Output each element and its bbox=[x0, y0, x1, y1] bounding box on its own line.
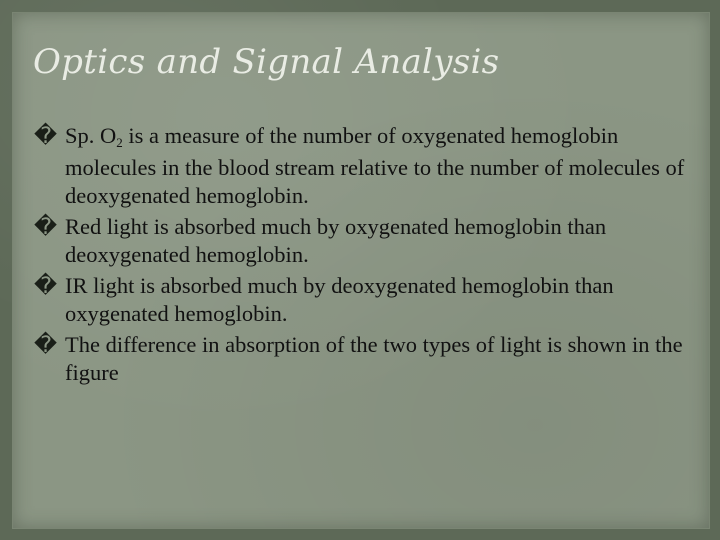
bullet-item-ir-light bbox=[34, 272, 694, 329]
bullet-list bbox=[34, 122, 694, 390]
bullet-item-red-light bbox=[34, 213, 694, 270]
bullet-text: The difference in absorption of the two types of light is shown in the figure bbox=[65, 331, 683, 385]
bullet-icon: � bbox=[34, 123, 58, 148]
bullet-icon: � bbox=[34, 213, 58, 239]
bullet-icon: � bbox=[34, 331, 58, 357]
bullet-text: IR light is absorbed much by deoxygenated hemoglobin than oxygenated hemoglobin. bbox=[65, 272, 614, 326]
spo2-prefix: Sp. O bbox=[65, 123, 117, 148]
slide-title: Optics and Signal Analysis bbox=[33, 42, 500, 82]
bullet-item-difference bbox=[34, 331, 694, 388]
bullet-text: Red light is absorbed much by oxygenated hemoglobin than deoxygenated hemoglobin. bbox=[65, 213, 607, 267]
bullet-item-spo2 bbox=[34, 122, 694, 211]
bullet-text: is a measure of the number of oxygenated hemoglobin molecules in the blood stream relative to the number of molecules of deoxygenated hemoglobin. bbox=[65, 123, 685, 208]
spo2-subscript: 2 bbox=[116, 135, 123, 150]
bullet-icon: � bbox=[34, 272, 58, 298]
